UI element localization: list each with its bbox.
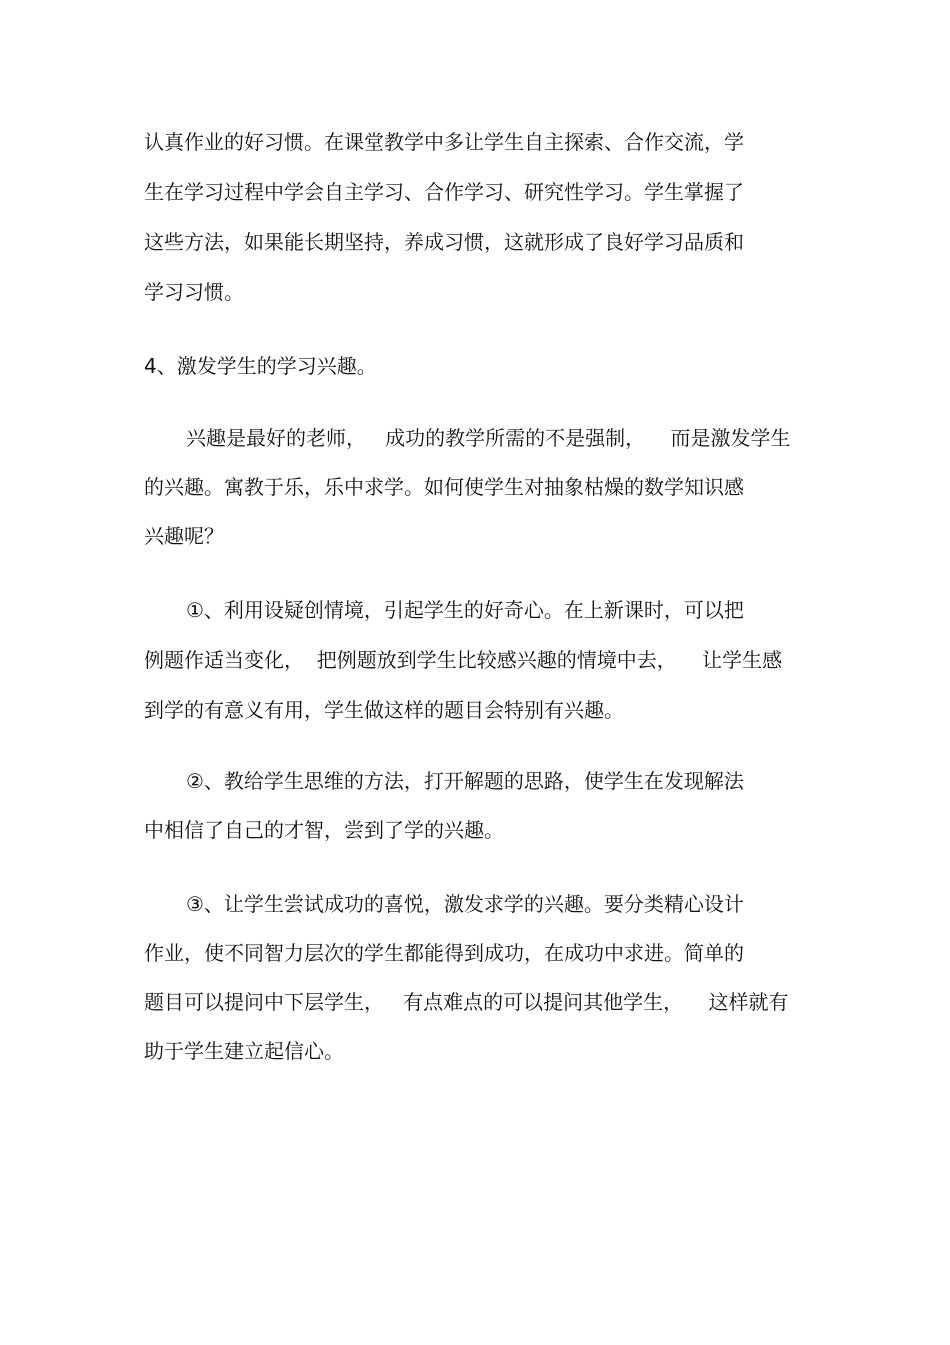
item-3-line-2: 作业，使不同智力层次的学生都能得到成功，在成功中求进。简单的 bbox=[144, 941, 744, 965]
paragraph-1-line-1: 认真作业的好习惯。在课堂教学中多让学生自主探索、合作交流，学 bbox=[144, 130, 744, 154]
item-1-line-1: ①、利用设疑创情境，引起学生的好奇心。在上新课时，可以把 bbox=[186, 598, 744, 622]
item-2-line-1: ②、教给学生思维的方法，打开解题的思路，使学生在发现解法 bbox=[186, 769, 744, 793]
item-3-line-1: ③、让学生尝试成功的喜悦，激发求学的兴趣。要分类精心设计 bbox=[186, 892, 744, 916]
paragraph-1-line-3: 这些方法，如果能长期坚持，养成习惯，这就形成了良好学习品质和 bbox=[144, 230, 744, 254]
paragraph-2-line-1: 兴趣是最好的老师， 成功的教学所需的不是强制， 而是激发学生 bbox=[186, 426, 791, 450]
item-1-line-3: 到学的有意义有用，学生做这样的题目会特别有兴趣。 bbox=[144, 698, 624, 722]
item-1-line-2: 例题作适当变化， 把例题放到学生比较感兴趣的情境中去， 让学生感 bbox=[144, 648, 783, 672]
item-3-line-3: 题目可以提问中下层学生， 有点难点的可以提问其他学生， 这样就有 bbox=[144, 990, 789, 1014]
section-heading-4: 4、激发学生的学习兴趣。 bbox=[144, 354, 377, 378]
item-3-line-4: 助于学生建立起信心。 bbox=[144, 1039, 344, 1063]
paragraph-1-line-4: 学习习惯。 bbox=[144, 280, 244, 304]
paragraph-1-line-2: 生在学习过程中学会自主学习、合作学习、研究性学习。学生掌握了 bbox=[144, 180, 744, 204]
item-2-line-2: 中相信了自己的才智，尝到了学的兴趣。 bbox=[144, 818, 504, 842]
paragraph-2-line-2: 的兴趣。寓教于乐，乐中求学。如何使学生对抽象枯燥的数学知识感 bbox=[144, 475, 744, 499]
paragraph-2-line-3: 兴趣呢？ bbox=[144, 524, 224, 548]
